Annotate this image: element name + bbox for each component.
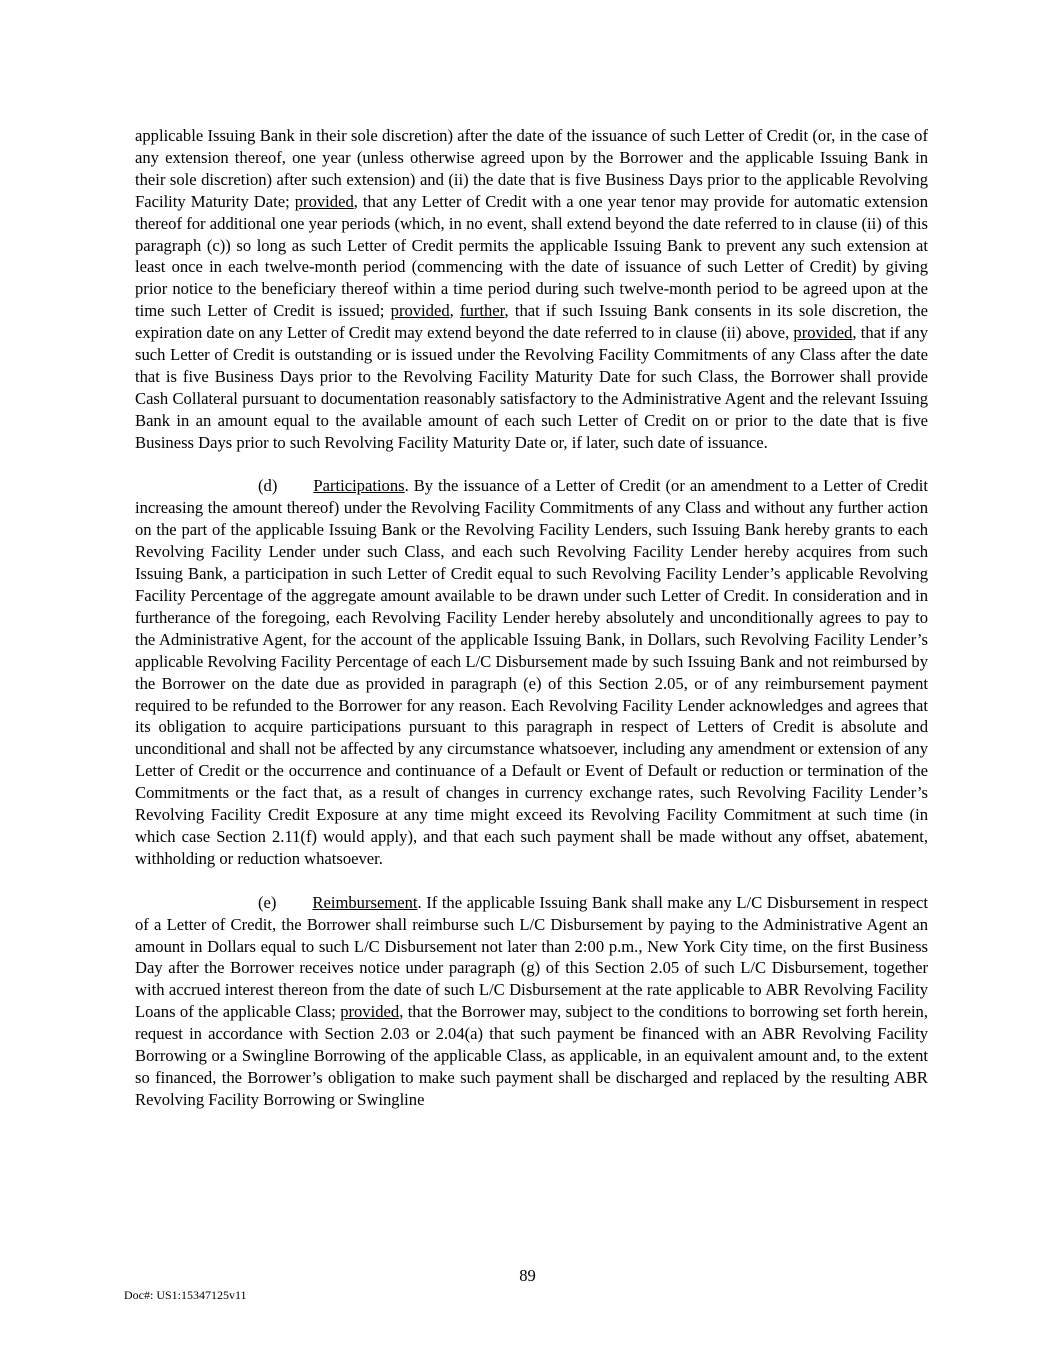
document-id: Doc#: US1:15347125v11 <box>124 1288 247 1302</box>
underlined-term: provided <box>294 191 354 211</box>
paragraph-c-continued <box>135 125 928 454</box>
underlined-term: further <box>460 301 505 321</box>
text-run: , that the Borrower may, subject to the conditions to borrowing set forth herein, request in accordance with Section 2.03 or 2.04(a) that such payment be financed with an ABR Revolving Facility Borrowing or a Swingline Borrowing of the applicable Class, as applicable, in an equivalent amount and, to the extent so financed, the Borrower’s obligation to make such payment shall be discharged and replaced by the resulting ABR Revolving Facility Borrowing or Swingline <box>135 1002 928 1109</box>
text-run: , that if such Issuing Bank consents in its sole discretion, the expiration date on any Letter of Credit may extend beyond the date referred to in clause (ii) above, <box>135 301 928 343</box>
text-run: , <box>449 301 461 321</box>
body-text <box>135 125 928 1111</box>
text-run: . If the applicable Issuing Bank shall make any L/C Disbursement in respect of a Letter of Credit, the Borrower shall reimburse such L/C Disbursement by paying to the Administrative Agent an amount in Dollars equal to such L/C Disbursement not later than 2:00 p.m., New York City time, on the first Business Day after the Borrower receives notice under paragraph (g) of this Section 2.05 of such L/C Disbursement, together with accrued interest thereon from the date of such L/C Disbursement at the rate applicable to ABR Revolving Facility Loans of the applicable Class; <box>135 892 928 1022</box>
underlined-term: provided <box>793 323 853 343</box>
text-run: . By the issuance of a Letter of Credit (or an amendment to a Letter of Credit increasing the amount thereof) under the Revolving Facility Commitments of any Class and without any further action on the part of the applicable Issuing Bank or the Revolving Facility Lenders, such Issuing Bank hereby grants to each Revolving Facility Lender under such Class, and each such Revolving Facility Lender hereby acquires from such Issuing Bank, a participation in such Letter of Credit equal to such Revolving Facility Lender’s applicable Revolving Facility Percentage of the aggregate amount available to be drawn under such Letter of Credit. In consideration and in furtherance of the foregoing, each Revolving Facility Lender hereby absolutely and unconditionally agrees to pay to the Administrative Agent, for the account of the applicable Issuing Bank, in Dollars, such Revolving Facility Lender’s applicable Revolving Facility Percentage of each L/C Disbursement made by such Issuing Bank and not reimbursed by the Borrower on the date due as provided in paragraph (e) of this Section 2.05, or of any reimbursement payment required to be refunded to the Borrower for any reason. Each Revolving Facility Lender acknowledges and agrees that its obligation to acquire participations pursuant to this paragraph in respect of Letters of Credit is absolute and unconditional and shall not be affected by any circumstance whatsoever, including any amendment or extension of any Letter of Credit or the occurrence and continuance of a Default or Event of Default or reduction or termination of the Commitments or the fact that, as a result of changes in currency exchange rates, such Revolving Facility Lender’s Revolving Facility Credit Exposure at any time might exceed its Revolving Facility Commitment at such time (in which case Section 2.11(f) would apply), and that each such payment shall be made without any offset, abatement, withholding or reduction whatsoever. <box>135 476 928 868</box>
underlined-term: provided <box>390 301 450 321</box>
text-run: applicable Issuing Bank in their sole discretion) after the date of the issuance of such Letter of Credit (or, in the case of any extension thereof, one year (unless otherwise agreed upon by the Borrower and the applicable Issuing Bank in their sole discretion) after such extension) and (ii) the date that is five Business Days prior to the applicable Revolving Facility Maturity Date; <box>135 126 928 211</box>
paragraph-label: (d) <box>258 476 278 496</box>
page-number: 89 <box>519 1266 536 1285</box>
underlined-term: provided <box>340 1002 400 1022</box>
paragraph-heading: Reimbursement <box>312 892 418 912</box>
paragraph-label: (e) <box>258 892 277 912</box>
text-run: , that if any such Letter of Credit is outstanding or is issued under the Revolving Facility Commitments of any Class after the date that is five Business Days prior to the Revolving Facility Maturity Date for such Class, the Borrower shall provide Cash Collateral pursuant to documentation reasonably satisfactory to the Administrative Agent and the relevant Issuing Bank in an amount equal to the available amount of each such Letter of Credit on or prior to the date that is five Business Days prior to such Revolving Facility Maturity Date or, if later, such date of issuance. <box>135 323 928 452</box>
paragraph-e <box>135 892 928 1111</box>
text-run: , that any Letter of Credit with a one year tenor may provide for automatic extension thereof for additional one year periods (which, in no event, shall extend beyond the date referred to in clause (ii) of this paragraph (c)) so long as such Letter of Credit permits the applicable Issuing Bank to prevent any such extension at least once in each twelve-month period (commencing with the date of issuance of such Letter of Credit) by giving prior notice to the beneficiary thereof within a time period during such twelve-month period to be agreed upon at the time such Letter of Credit is issued; <box>135 191 928 321</box>
paragraph-d <box>135 475 928 869</box>
paragraph-heading: Participations <box>313 476 405 496</box>
